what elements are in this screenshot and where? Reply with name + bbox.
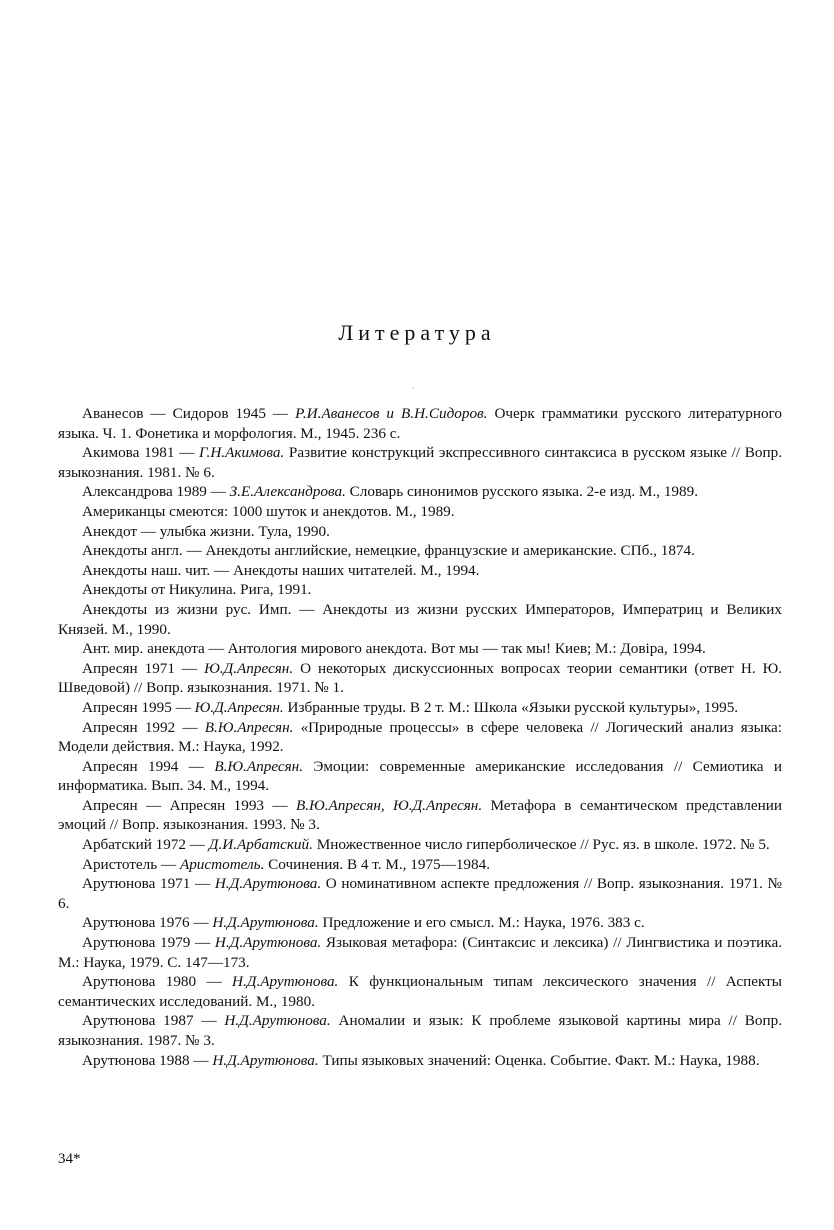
- bibliography-entry: Апресян 1994 — В.Ю.Апресян. Эмоции: современные американские исследования // Семиотика и информатика. Вып. 34. М., 1994.: [58, 757, 782, 795]
- bibliography-entry: Анекдоты из жизни рус. Имп. — Анекдоты из жизни русских Императоров, Императриц и Великих Князей. М., 1990.: [58, 600, 782, 638]
- bibliography-entry: Александрова 1989 — З.Е.Александрова. Словарь синонимов русского языка. 2-е изд. М., 1989.: [82, 483, 699, 501]
- bibliography-entry: Анекдоты англ. — Анекдоты английские, немецкие, французские и американские. СПб., 1874.: [82, 542, 695, 560]
- bibliography-entry: Анекдот — улыбка жизни. Тула, 1990.: [82, 522, 330, 540]
- bibliography-list: [58, 404, 782, 1070]
- bibliography-entry: Американцы смеются: 1000 шуток и анекдотов. М., 1989.: [82, 502, 455, 520]
- bibliography-entry: Анекдоты от Никулина. Рига, 1991.: [82, 581, 312, 599]
- bibliography-entry: Акимова 1981 — Г.Н.Акимова. Развитие конструкций экспрессивного синтаксиса в русском языке // Вопр. языкознания. 1981. № 6.: [58, 444, 782, 481]
- bibliography-entry: Арбатский 1972 — Д.И.Арбатский. Множественное число гиперболическое // Рус. яз. в школе. 1972. № 5.: [82, 836, 770, 854]
- bibliography-entry: Арутюнова 1971 — Н.Д.Арутюнова. О номинативном аспекте предложения // Вопр. языкознания. 1971. № 6.: [58, 875, 783, 912]
- bibliography-entry: Арутюнова 1980 — Н.Д.Арутюнова. К функциональным типам лексического значения // Аспекты семантических исследований. М., 1980.: [58, 973, 783, 1010]
- bibliography-entry: Арутюнова 1976 — Н.Д.Арутюнова. Предложение и его смысл. М.: Наука, 1976. 383 с.: [82, 914, 645, 932]
- bibliography-entry: Аванесов — Сидоров 1945 — Р.И.Аванесов и В.Н.Сидоров. Очерк грамматики русского литературного языка. Ч. 1. Фонетика и морфология. М., 1945. 236 с.: [58, 405, 782, 442]
- decorative-dot: ·: [412, 384, 415, 393]
- page-number: 34*: [58, 1151, 81, 1167]
- bibliography-entry: Апресян 1992 — В.Ю.Апресян. «Природные процессы» в сфере человека // Логический анализ языка: Модели действия. М.: Наука, 1992.: [58, 718, 782, 756]
- bibliography-entry: Аристотель — Аристотель. Сочинения. В 4 т. М., 1975—1984.: [82, 855, 491, 873]
- bibliography-entry: Арутюнова 1979 — Н.Д.Арутюнова. Языковая метафора: (Синтаксис и лексика) // Лингвистика и поэтика. М.: Наука, 1979. С. 147—173.: [58, 934, 782, 971]
- bibliography-entry: Арутюнова 1987 — Н.Д.Арутюнова. Аномалии и язык: К проблеме языковой картины мира // Вопр. языкознания. 1987. № 3.: [58, 1012, 782, 1049]
- bibliography-entry: Анекдоты наш. чит. — Анекдоты наших читателей. М., 1994.: [82, 561, 480, 579]
- bibliography-entry: Ант. мир. анекдота — Антология мирового анекдота. Вот мы — так мы! Киев; М.: Довіра, 1994.: [82, 640, 706, 658]
- bibliography-entry: Апресян 1995 — Ю.Д.Апресян. Избранные труды. В 2 т. М.: Школа «Языки русской культуры», 1995.: [82, 698, 739, 716]
- page-title: Литература: [338, 320, 496, 345]
- bibliography-entry: Арутюнова 1988 — Н.Д.Арутюнова. Типы языковых значений: Оценка. Событие. Факт. М.: Наука, 1988.: [82, 1051, 760, 1069]
- bibliography-entry: Апресян — Апресян 1993 — В.Ю.Апресян, Ю.Д.Апресян. Метафора в семантическом представлении эмоций // Вопр. языкознания. 1993. № 3.: [58, 796, 782, 834]
- bibliography-entry: Апресян 1971 — Ю.Д.Апресян. О некоторых дискуссионных вопросах теории семантики (ответ Н. Ю. Шведовой) // Вопр. языкознания. 1971. № 1.: [58, 659, 782, 697]
